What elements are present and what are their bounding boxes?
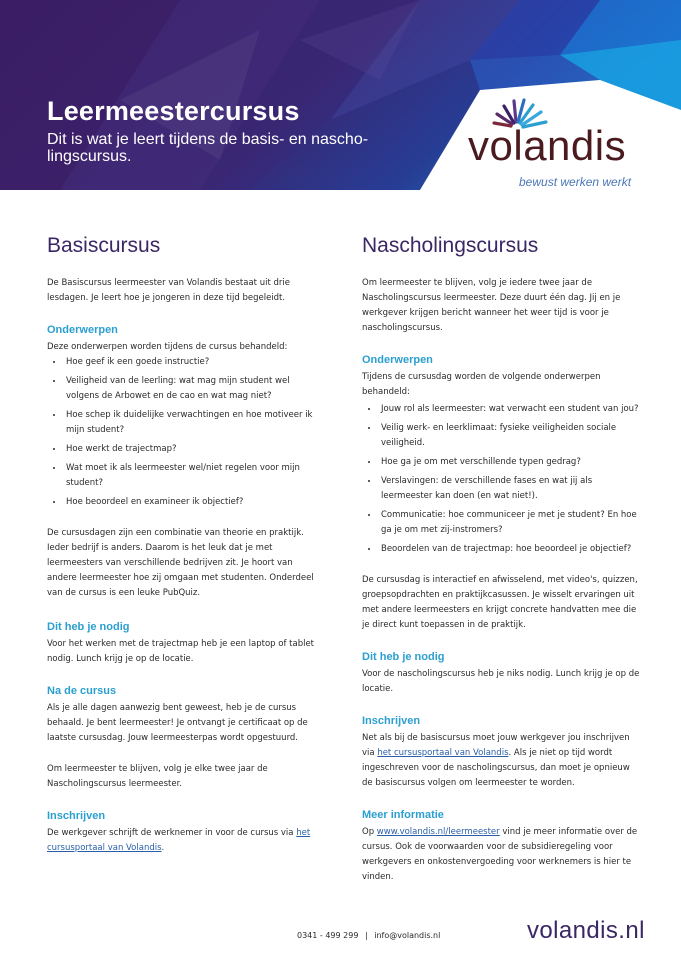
basiscursus-intro: De Basiscursus leermeester van Volandis bestaat uit drie lesdagen. Je leert hoe je jongeren in deze tijd begeleidt. <box>47 278 290 303</box>
after-course-text: Als je alle dagen aanwezig bent geweest, heb je de cursus behaald. Je bent leermeester! Je ontvangt je certificaat op de laatste cursusdag. Jouw leermeesterpas wordt opgestuurd. <box>47 703 308 743</box>
list-item: • Hoe beoordeel en examineer ik objectief? <box>64 495 317 510</box>
more-info-heading: Meer informatie <box>362 809 444 821</box>
volandis-leermeester-link[interactable]: www.volandis.nl/leermeester <box>376 827 500 837</box>
list-item: • Veiligheid van de leerling: wat mag mijn student wel volgens de Arbowet en de cao en wat mag niet? <box>64 374 317 404</box>
list-item: • Communicatie: hoe communiceer je met je student? En hoe ga je om met zij-instromers? <box>379 508 642 538</box>
volandis-logo <box>462 92 652 192</box>
basiscursus-heading: Basiscursus <box>47 234 161 257</box>
basiscursus-topics-heading: Onderwerpen <box>47 324 118 336</box>
page-subtitle: Dit is wat je leert tijdens de basis- en nascho-lingscursus. <box>47 131 369 165</box>
page-title: Leermeestercursus <box>47 96 300 126</box>
list-item: • Hoe ga je om met verschillende typen gedrag? <box>379 455 642 470</box>
list-item: • Wat moet ik als leermeester wel/niet regelen voor mijn student? <box>64 461 317 491</box>
nascholingscursus-intro: Om leermeester te blijven, volg je iedere twee jaar de Nascholingscursus leermeester. Deze duurt één dag. Jij en je werkgever krijgen bericht wanneer het weer tijd is voor je nascholingscursus. <box>362 278 621 333</box>
footer-phone: 0341 - 499 299 <box>297 931 359 940</box>
footer-email: info@volandis.nl <box>374 931 441 940</box>
nascholingscursus-heading: Nascholingscursus <box>362 234 539 257</box>
logo-wordmark: volandis <box>468 122 627 169</box>
nascholingscursus-register-heading: Inschrijven <box>362 715 421 727</box>
register-suffix: . <box>161 843 165 853</box>
more-info-text <box>362 825 642 885</box>
list-item: • Beoordelen van de trajectmap: hoe beoordeel je objectief? <box>379 542 642 557</box>
basiscursus-register-heading: Inschrijven <box>47 810 106 822</box>
list-item: • Hoe schep ik duidelijke verwachtingen en hoe motiveer ik mijn student? <box>64 408 317 438</box>
nascholingscursus-topics-list <box>362 402 642 557</box>
list-item: • Hoe geef ik een goede instructie? <box>64 355 317 370</box>
list-item: • Veilig werk- en leerklimaat: fysieke veiligheiden sociale veiligheid. <box>379 421 642 451</box>
more-info-body: vind je meer informatie over de cursus. Ook de voorwaarden voor de subsidieregeling voor werkgevers en onkostenvergoeding voor werknemers is hier te vinden. <box>362 827 638 882</box>
nascholingscursus-column <box>362 232 642 885</box>
list-item: • Jouw rol als leermeester: wat verwacht een student van jou? <box>379 402 642 417</box>
nascholingscursus-register-text <box>362 731 642 791</box>
nascholingscursus-needs-text: Voor de nascholingscursus heb je niks nodig. Lunch krijg je op de locatie. <box>362 669 640 694</box>
after-course-text-2: Om leermeester te blijven, volg je elke twee jaar de Nascholingscursus leermeester. <box>47 764 268 789</box>
footer-separator: | <box>364 931 368 940</box>
register-text-before: Net als bij de basiscursus moet jouw werkgever jou inschrijven via <box>362 733 630 758</box>
basiscursus-column <box>47 232 317 856</box>
register-text: De werkgever schrijft de werknemer in voor de cursus via <box>47 828 297 838</box>
basiscursus-needs-text: Voor het werken met de trajectmap heb je een laptop of tablet nodig. Lunch krijg je op de locatie. <box>47 639 315 664</box>
basiscursus-topics-list <box>47 355 317 510</box>
basiscursus-needs-heading: Dit heb je nodig <box>47 621 130 633</box>
basiscursus-register-text <box>47 826 317 856</box>
after-course-heading: Na de cursus <box>47 685 117 697</box>
list-item: • Hoe werkt de trajectmap? <box>64 442 317 457</box>
basiscursus-combination-text: De cursusdagen zijn een combinatie van theorie en praktijk. Ieder bedrijf is anders. Daarom is het leuk dat je met leermeesters van verschillende bedrijven zit. Je hoort van andere leermeester hoe zij omgaan met studenten. Onderdeel van de cursus is een leuke PubQuiz. <box>47 528 314 598</box>
cursusportaal-link[interactable]: het cursusportaal van Volandis <box>377 748 509 758</box>
nascholingscursus-topics-heading: Onderwerpen <box>362 354 433 366</box>
cursusportaal-link[interactable]: het cursusportaal van Volandis <box>47 828 311 853</box>
footer-contact <box>297 930 440 942</box>
nascholingscursus-topics-lead: Tijdens de cursusdag worden de volgende onderwerpen behandeld: <box>362 372 601 397</box>
register-text-after: . Als je niet op tijd wordt ingeschreven voor de nascholingscursus, dan moet je opnieuw de basiscursus volgen om leermeester te worden. <box>362 748 630 788</box>
nascholingscursus-needs-heading: Dit heb je nodig <box>362 651 445 663</box>
more-info-prefix: Op <box>362 827 377 837</box>
nascholingscursus-interactive-text: De cursusdag is interactief en afwisselend, met video's, quizzen, groepsopdrachten en praktijkcasussen. Je wisselt ervaringen uit met andere leermeesters en krijgt concrete handvatten mee die je direct kunt toepassen in de praktijk. <box>362 575 638 630</box>
footer-site-logo: volandis.nl <box>527 917 645 944</box>
logo-tagline: bewust werken werkt <box>519 175 632 189</box>
list-item: • Verslavingen: de verschillende fases en wat jij als leermeester kan doen (en wat niet!). <box>379 474 642 504</box>
basiscursus-topics-lead: Deze onderwerpen worden tijdens de cursus behandeld: <box>47 342 288 352</box>
